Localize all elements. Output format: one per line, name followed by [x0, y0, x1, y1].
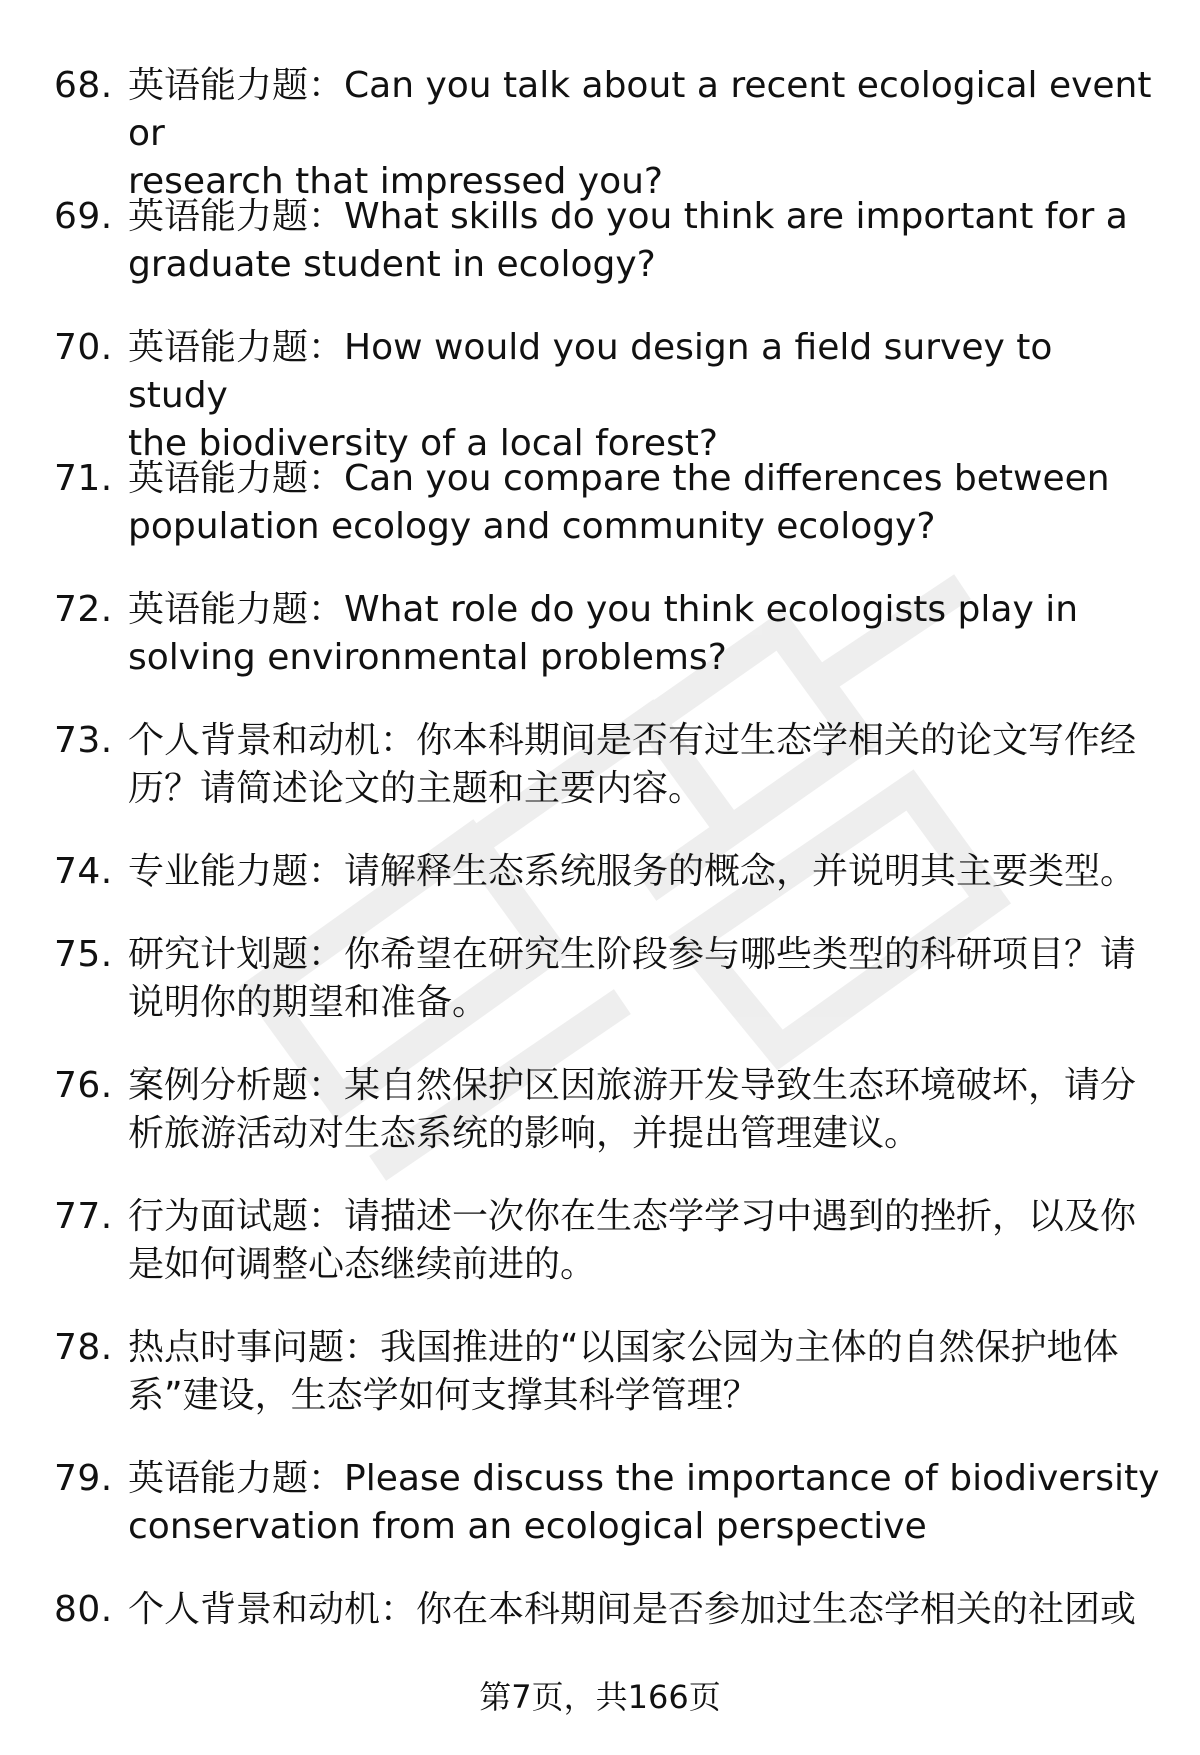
question-item-74 [0, 840, 1200, 910]
question-list [0, 54, 1200, 1651]
question-number: 80. [54, 1589, 113, 1630]
question-number: 70. [54, 327, 113, 368]
question-item-70 [0, 316, 1200, 464]
question-number: 72. [54, 589, 113, 630]
question-item-77 [0, 1185, 1200, 1303]
question-text: 个人背景和动机：你在本科期间是否参加过生态学相关的社团或 [128, 1589, 1137, 1630]
question-text: 案例分析题：某自然保护区因旅游开发导致生态环境破坏，请分 析旅游活动对生态系统的影响，并提出管理建议。 [128, 1065, 1137, 1154]
question-item-79 [0, 1447, 1200, 1565]
question-text: 英语能力题：How would you design a field survey to study the biodiversity of a local forest? [128, 327, 1053, 464]
question-number: 76. [54, 1065, 113, 1106]
question-number: 73. [54, 720, 113, 761]
question-text: 英语能力题：What skills do you think are important for a graduate student in ecology? [128, 196, 1128, 285]
question-item-75 [0, 923, 1200, 1041]
question-text: 专业能力题：请解释生态系统服务的概念，并说明其主要类型。 [128, 851, 1137, 892]
question-text: 英语能力题：Please discuss the importance of biodiversity conservation from an ecological perspective [128, 1458, 1160, 1547]
question-item-71 [0, 447, 1200, 565]
question-number: 74. [54, 851, 113, 892]
question-item-78 [0, 1316, 1200, 1434]
question-number: 77. [54, 1196, 113, 1237]
question-item-68 [0, 54, 1200, 202]
question-text: 英语能力题：What role do you think ecologists play in solving environmental problems? [128, 589, 1079, 678]
question-text: 行为面试题：请描述一次你在生态学学习中遇到的挫折，以及你 是如何调整心态继续前进的。 [128, 1196, 1137, 1285]
question-item-80 [0, 1578, 1200, 1638]
question-text: 英语能力题：Can you compare the differences between population ecology and community ecology? [128, 458, 1110, 547]
question-text: 研究计划题：你希望在研究生阶段参与哪些类型的科研项目？请 说明你的期望和准备。 [128, 934, 1137, 1023]
question-item-72 [0, 578, 1200, 696]
question-number: 69. [54, 196, 113, 237]
question-number: 71. [54, 458, 113, 499]
question-text: 热点时事问题：我国推进的“以国家公园为主体的自然保护地体 系”建设，生态学如何支撑其科学管理？ [128, 1327, 1119, 1416]
question-number: 68. [54, 65, 113, 106]
question-item-73 [0, 709, 1200, 827]
page-footer: 第7页，共166页 [479, 1678, 721, 1716]
question-number: 79. [54, 1458, 113, 1499]
question-item-69 [0, 185, 1200, 303]
question-item-76 [0, 1054, 1200, 1172]
question-text: 个人背景和动机：你本科期间是否有过生态学相关的论文写作经 历？请简述论文的主题和主要内容。 [128, 720, 1137, 809]
question-number: 78. [54, 1327, 113, 1368]
question-number: 75. [54, 934, 113, 975]
question-text: 英语能力题：Can you talk about a recent ecological event or research that impressed you? [128, 65, 1152, 202]
